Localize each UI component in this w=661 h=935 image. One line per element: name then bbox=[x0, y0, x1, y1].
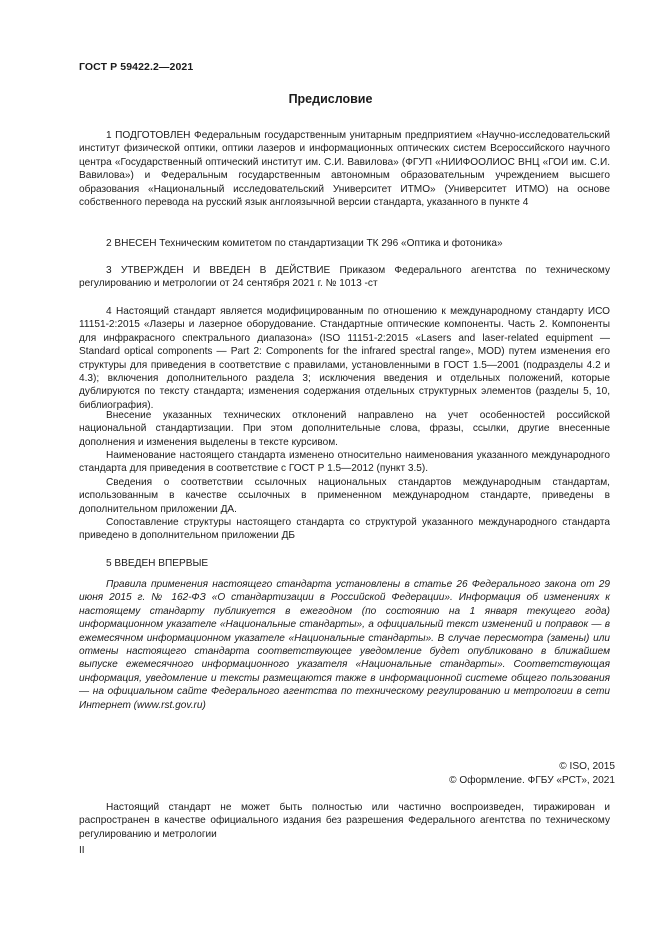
paragraph-prepared-by: 1 ПОДГОТОВЛЕН Федеральным государственным унитарным предприятием «Научно-исследовательский институт физической оптики, оптики лазеров и информационных оптических систем Всероссийского научного центра «Государственный оптический институт им. С.И. Вавилова» (ФГУП «НИИФООЛИОС ВНЦ «ГОИ им. С.И. Вавилова») и Федеральным государственным автономным образовательным учреждением высшего образования «Национальный исследовательский Университет ИТМО» (Университет ИТМО) на основе собственного перевода на русский язык англоязычной версии стандарта, указанного в пункте 4 bbox=[79, 130, 610, 209]
paragraph-deviations: Внесение указанных технических отклонений направлено на учет особенностей российской национальной стандартизации. При этом дополнительные слова, фразы, ссылки, другие внесенные дополнения и изменения выделены в тексте курсивом. bbox=[79, 410, 610, 448]
paragraph-introduced-by: 2 ВНЕСЕН Техническим комитетом по стандартизации ТК 296 «Оптика и фотоника» bbox=[106, 238, 503, 249]
paragraph-references: Сведения о соответствии ссылочных национальных стандартов международным стандартам, использованным в качестве ссылочных в примененном международном стандарте, приведены в дополнительном приложении ДА. bbox=[79, 477, 610, 515]
paragraph-structure: Сопоставление структуры настоящего стандарта со структурой указанного международного стандарта приведено в дополнительном приложении ДБ bbox=[79, 517, 610, 542]
page-number: II bbox=[79, 845, 85, 856]
paragraph-name-change: Наименование настоящего стандарта изменено относительно наименования указанного международного стандарта для приведения в соответствие с ГОСТ Р 1.5—2012 (пункт 3.5). bbox=[79, 450, 610, 475]
paragraph-modification: 4 Настоящий стандарт является модифицированным по отношению к международному стандарту ИСО 11151-2:2015 «Лазеры и лазерное оборудование. Стандартные оптические компоненты. Часть 2. Компоненты для инфракрасного спектрального диапазона» (ISO 11151-2:2015 «Lasers and laser-related equipment — Standard optical components — Part 2: Components for the infrared spectral range», MOD) путем изменения его структуры для приведения в соответствие с правилами, установленными в ГОСТ 1.5—2001 (подразделы 4.2 и 4.3); включения дополнительного раздела 3; исключения введения и отдельных положений, которые дублируются по тексту стандарта; изменения содержания отдельных структурных элементов (разделы 5, 10, библиография). bbox=[79, 306, 610, 411]
paragraph-application-rules: Правила применения настоящего стандарта установлены в статье 26 Федерального закона от 29 июня 2015 г. № 162-ФЗ «О стандартизации в Российской Федерации». Информация об изменениях к настоящему стандарту публикуется в ежегодном (по состоянию на 1 января текущего года) информационном указателе «Национальные стандарты», а официальный текст изменений и поправок — в ежемесячном информационном указателе «Национальные стандарты». В случае пересмотра (замены) или отмены настоящего стандарта соответствующее уведомление будет опубликовано в ближайшем выпуске ежемесячного информационного указателя «Национальные стандарты». Соответствующая информация, уведомление и тексты размещаются также в информационной системе общего пользования — на официальном сайте Федерального агентства по техническому регулированию и метрологии в сети Интернет (www.rst.gov.ru) bbox=[79, 579, 610, 711]
paragraph-first-introduced: 5 ВВЕДЕН ВПЕРВЫЕ bbox=[106, 558, 209, 569]
paragraph-reproduction-notice: Настоящий стандарт не может быть полностью или частично воспроизведен, тиражирован и распространен в качестве официального издания без разрешения Федерального агентства по техническому регулированию и метрологии bbox=[79, 802, 610, 840]
standard-header: ГОСТ Р 59422.2—2021 bbox=[79, 61, 194, 73]
copyright-rst: © Оформление. ФГБУ «РСТ», 2021 bbox=[449, 775, 615, 786]
paragraph-approved: 3 УТВЕРЖДЕН И ВВЕДЕН В ДЕЙСТВИЕ Приказом Федерального агентства по техническому регулированию и метрологии от 24 сентября 2021 г. № 1013 -ст bbox=[79, 265, 610, 290]
copyright-iso: © ISO, 2015 bbox=[559, 761, 615, 772]
page-title: Предисловие bbox=[288, 92, 373, 106]
